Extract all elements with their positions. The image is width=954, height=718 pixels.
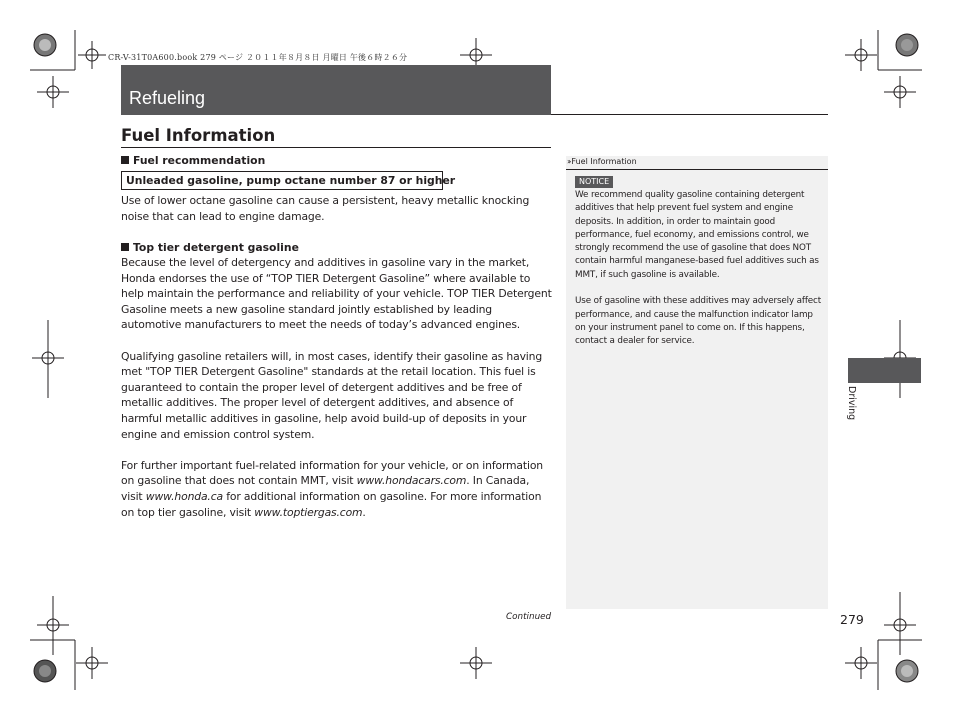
section-title: Fuel Information (121, 126, 276, 145)
chapter-tab-label: Driving (846, 386, 857, 421)
top-tier-para-3: For further important fuel-related information for your vehicle, or on information on gasoline that does not contain MMT, visit www.hondacars.com. In Canada, visit www.honda.ca for additional information on gasoline. For more information on top tier gasoline, visit www.toptiergas.com. (121, 458, 543, 519)
link-honda-ca[interactable]: www.honda.ca (145, 489, 223, 503)
file-header: CR-V-31T0A600.book 279 ページ ２０１１年８月８日 月曜日 午後６時２６分 (108, 53, 408, 62)
top-tier-heading: Top tier detergent gasoline (121, 241, 299, 254)
top-tier-body (121, 255, 553, 520)
banner-rule (551, 114, 828, 115)
double-chevron-icon: ›› (567, 157, 570, 166)
chapter-tab (848, 358, 921, 383)
top-tier-para-2: Qualifying gasoline retailers will, in most cases, identify their gasoline as having met "TOP TIER Detergent Gasoline" standards at the retail location. This fuel is guaranteed to contain the proper level of detergent additives and be free of metallic additives. The proper level of detergent additives, and absence of harmful metallic additives in gasoline, help avoid build-up of deposits in your engine and emission control system. (121, 349, 543, 441)
chapter-title: Refueling (129, 88, 206, 108)
page-number: 279 (840, 612, 864, 627)
square-bullet-icon (121, 243, 129, 251)
octane-requirement-box: Unleaded gasoline, pump octane number 87 or higher (121, 171, 443, 190)
sidebar-notice-text (575, 189, 823, 349)
section-rule (121, 147, 551, 148)
continued-label: Continued (506, 612, 552, 622)
fuel-recommendation-heading: Fuel recommendation (121, 154, 265, 167)
square-bullet-icon (121, 156, 129, 164)
link-toptiergas[interactable]: www.toptiergas.com (254, 505, 363, 519)
link-hondacars[interactable]: www.hondacars.com (356, 474, 467, 488)
sidebar-para-1: We recommend quality gasoline containing detergent additives that help prevent fuel system and engine deposits. In addition, in order to maintain good performance, fuel economy, and emissions control, we strongly recommend the use of gasoline that does NOT contain harmful manganese-based fuel additives such as MMT, if such gasoline is available. (575, 190, 819, 280)
sidebar-para-2: Use of gasoline with these additives may adversely affect performance, and cause the malfunction indicator lamp on your instrument panel to come on. If this happens, contact a dealer for service. (575, 296, 822, 347)
low-octane-warning: Use of lower octane gasoline can cause a persistent, heavy metallic knocking noise that can lead to engine damage. (121, 194, 530, 223)
notice-badge: NOTICE (575, 176, 613, 188)
sidebar-header: ›› Fuel Information (566, 156, 828, 170)
top-tier-para-1: Because the level of detergency and additives in gasoline vary in the market, Honda endorses the use of “TOP TIER Detergent Gasoline” where available to help maintain the performance and reliability of your vehicle. TOP TIER Detergent Gasoline meets a new gasoline standard jointly established by leading automotive manufacturers to meet the needs of today’s advanced engines. (121, 256, 552, 332)
